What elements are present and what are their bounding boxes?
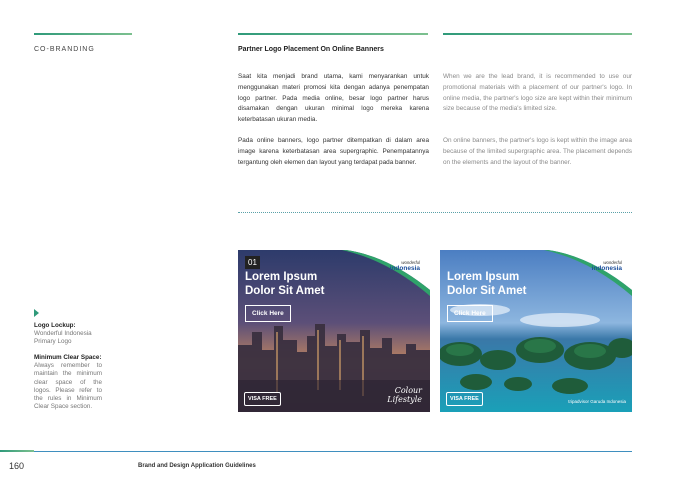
partner-logos: tripadvisor Garuda Indonesia bbox=[568, 399, 626, 404]
visa-free-badge-2: VISA FREE bbox=[446, 392, 483, 406]
clear-space-title: Minimum Clear Space: bbox=[34, 354, 102, 361]
wonderful-indonesia-logo bbox=[390, 260, 420, 272]
banner-islands-headline-line-2: Dolor Sit Amet bbox=[447, 284, 527, 297]
footer-title: Brand and Design Application Guidelines bbox=[138, 463, 256, 469]
banner-city-headline-line-1: Lorem Ipsum bbox=[245, 271, 318, 283]
wonderful-indonesia-logo-2 bbox=[592, 260, 622, 272]
footer-rule bbox=[34, 451, 632, 452]
logo-lockup-line-1: Wonderful Indonesia bbox=[34, 330, 92, 338]
colour-lifestyle-script bbox=[387, 386, 422, 404]
section-label: CO-BRANDING bbox=[34, 46, 95, 53]
paragraph-en-1 bbox=[443, 72, 632, 115]
paragraph-en-1-text: When we are the lead brand, it is recommended to use our promotional materials with a placement of our partner's logo. In online media, the partner's logo size are kept within their minimum size because of the media's limited size. bbox=[443, 73, 632, 113]
visa-free-badge: VISA FREE bbox=[244, 392, 281, 406]
dotted-divider bbox=[238, 212, 632, 213]
top-rule-middle bbox=[238, 33, 428, 35]
script-line-2: Lifestyle bbox=[387, 395, 422, 404]
paragraph-id-2-text: Pada online banners, logo partner ditempatkan di dalam area image karena keterbatasan area supergraphic. Penempatannya tergantung oleh elemen dan layout yang terdapat pada banner. bbox=[238, 137, 429, 166]
paragraph-id-2 bbox=[238, 136, 429, 168]
banner-city-headline-line-2: Dolor Sit Amet bbox=[245, 284, 325, 297]
top-rule-left bbox=[34, 33, 132, 35]
paragraph-id-1 bbox=[238, 72, 429, 126]
clear-space-note bbox=[34, 354, 102, 411]
logo-wonderful-text-2: wonderful bbox=[603, 260, 622, 265]
top-rule-right bbox=[443, 33, 632, 35]
paragraph-en-2 bbox=[443, 136, 632, 168]
logo-lockup-note bbox=[34, 322, 102, 347]
banner-islands-click-button[interactable]: Click Here bbox=[447, 305, 493, 322]
logo-indonesia-text: indonesia bbox=[389, 265, 420, 272]
banner-islands-headline bbox=[447, 271, 567, 298]
logo-indonesia-text-2: indonesia bbox=[591, 265, 622, 272]
logo-lockup-title: Logo Lockup: bbox=[34, 322, 76, 329]
banner-islands-headline-line-1: Lorem Ipsum bbox=[447, 271, 520, 283]
banner-number: 01 bbox=[245, 256, 260, 269]
banner-city bbox=[238, 250, 430, 412]
script-line-1: Colour bbox=[394, 386, 422, 395]
banner-city-click-button[interactable]: Click Here bbox=[245, 305, 291, 322]
arrow-marker-icon bbox=[34, 309, 39, 317]
footer-rule-left bbox=[0, 450, 34, 452]
banner-city-headline bbox=[245, 271, 365, 298]
logo-lockup-line-2: Primary Logo bbox=[34, 338, 72, 346]
paragraph-id-1-text: Saat kita menjadi brand utama, kami menyarankan untuk menggunakan materi promosi kita dengan adanya penempatan logo partner. Pada media online, besar logo partner harus disamakan dengan ukuran minimal logo mereka karena keterbatasan ukuran media. bbox=[238, 73, 429, 124]
clear-space-text: Always remember to maintain the minimum clear space of the logos. Please refer to the rules in Minimum Clear Space section. bbox=[34, 362, 102, 411]
page-number: 160 bbox=[9, 461, 25, 471]
page-heading: Partner Logo Placement On Online Banners bbox=[238, 46, 384, 53]
banner-islands bbox=[440, 250, 632, 412]
logo-wonderful-text: wonderful bbox=[401, 260, 420, 265]
paragraph-en-2-text: On online banners, the partner's logo is kept within the image area because of the limited supergraphic area. The placement depends on the elements and the layout of the banner. bbox=[443, 137, 632, 166]
